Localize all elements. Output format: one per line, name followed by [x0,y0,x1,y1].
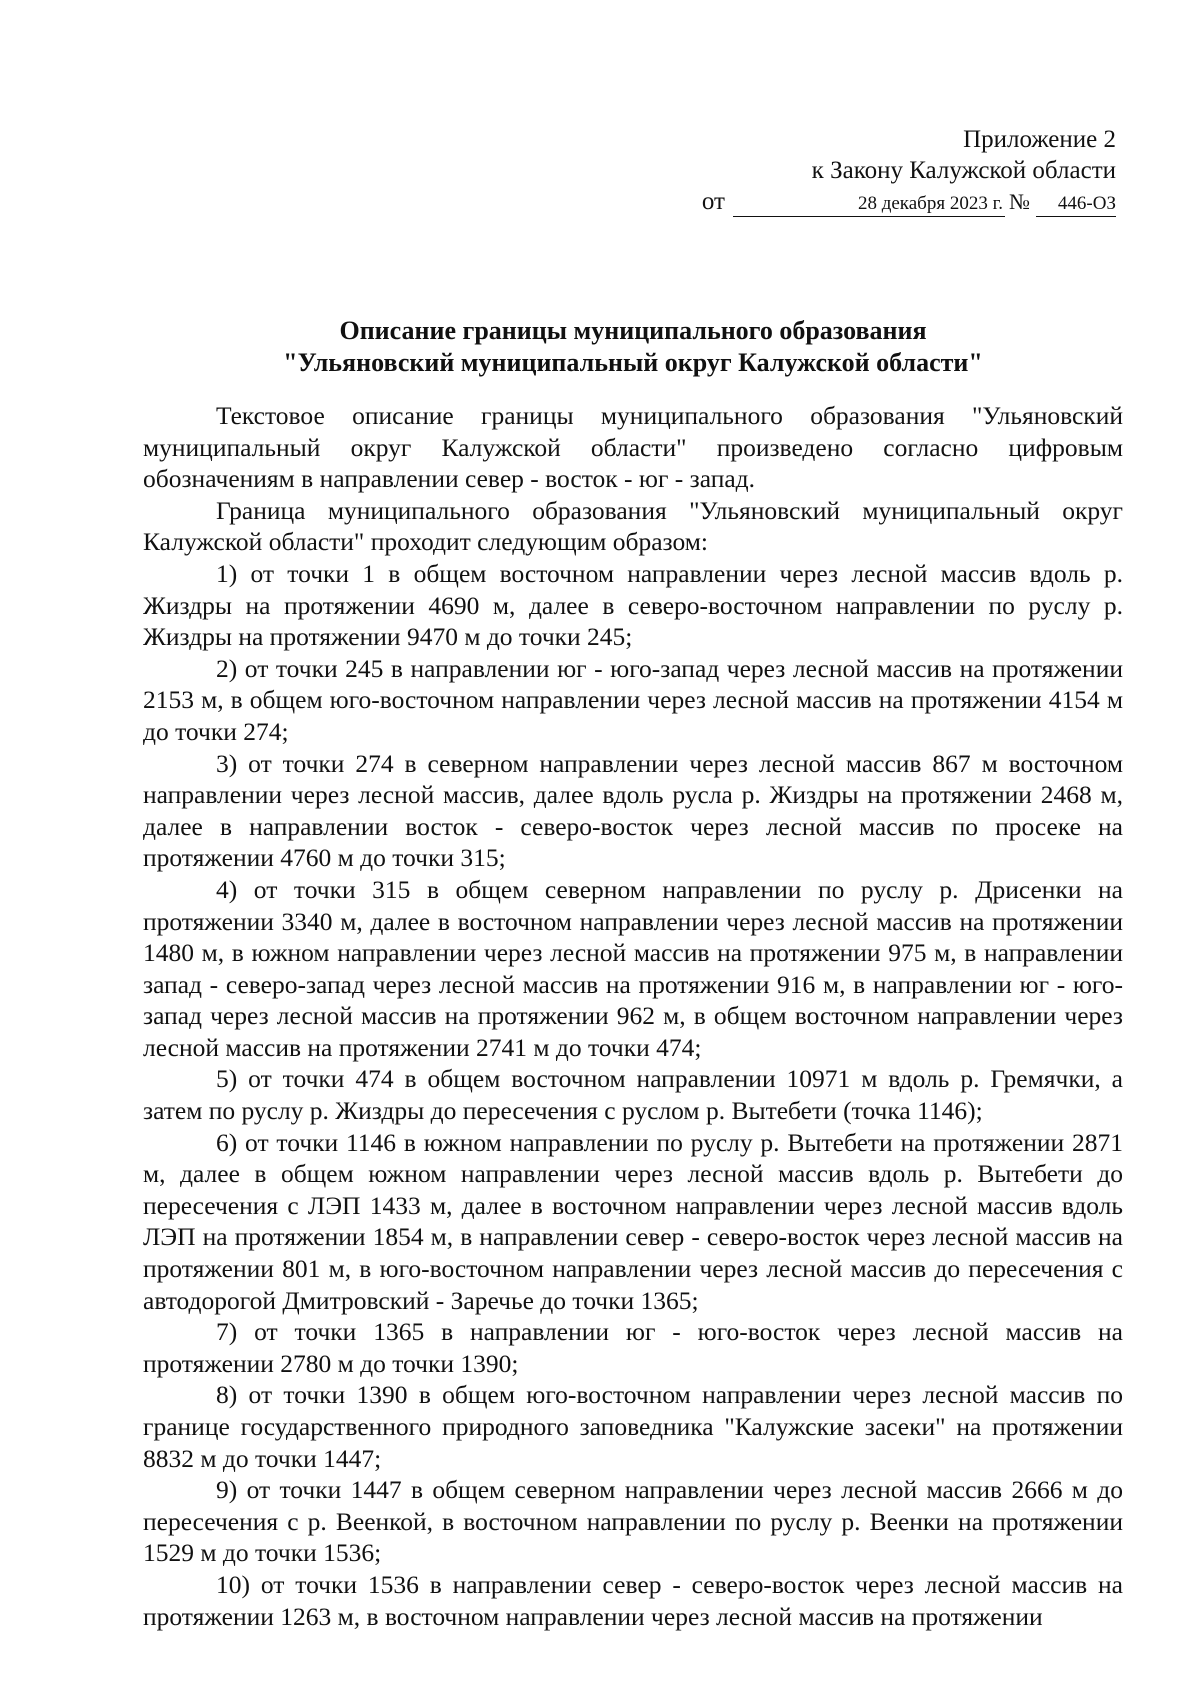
paragraph-item-5: 5) от точки 474 в общем восточном направлении 10971 м вдоль р. Гремячки, а затем по руслу р. Жиздры до пересечения с руслом р. Вытебети (точка 1146); [143,1064,1123,1126]
title-line-2: "Ульяновский муниципальный округ Калужской области" [283,348,983,377]
paragraph-intro: Текстовое описание границы муниципального образования "Ульяновский муниципальный округ Калужской области" произведено согласно цифровым обозначениям в направлении север - восток - юг - запад. [143,401,1123,494]
paragraph-item-7: 7) от точки 1365 в направлении юг - юго-восток через лесной массив на протяжении 2780 м до точки 1390; [143,1317,1123,1378]
law-number: 446-ОЗ [1036,192,1116,217]
paragraph-item-8: 8) от точки 1390 в общем юго-восточном направлении через лесной массив по границе государственного природного заповедника "Калужские засеки" на протяжении 8832 м до точки 1447; [143,1380,1123,1473]
paragraph-item-2: 2) от точки 245 в направлении юг - юго-запад через лесной массив на протяжении 2153 м, в общем юго-восточном направлении через лесной массив на протяжении 4154 м до точки 274; [143,653,1123,746]
paragraph-item-6: 6) от точки 1146 в южном направлении по руслу р. Вытебети на протяжении 2871 м, далее в общем южном направлении через лесной массив вдоль р. Вытебети до пересечения с ЛЭП 1433 м, далее в восточном направлении через лесной массив вдоль ЛЭП на протяжении 1854 м, в направлении север - северо-восток через лесной массив на протяжении 801 м, в юго-восточном направлении через лесной массив до пересечения с автодорогой Дмитровский - Заречье до точки 1365; [143,1127,1123,1315]
paragraph-item-9: 9) от точки 1447 в общем северном направлении через лесной массив 2666 м до пересечения с р. Веенкой, в восточном направлении по руслу р. Веенки на протяжении 1529 м до точки 1536; [143,1475,1123,1568]
paragraph-item-3: 3) от точки 274 в северном направлении через лесной массив 867 м восточном направлении через лесной массив, далее вдоль русла р. Жиздры на протяжении 2468 м, далее в направлении восток - северо-восток через лесной массив по просеке на протяжении 4760 м до точки 315; [143,748,1123,873]
law-date: 28 декабря 2023 г. [733,192,1005,217]
paragraph-item-4: 4) от точки 315 в общем северном направлении по руслу р. Дрисенки на протяжении 3340 м, далее в восточном направлении через лесной массив на протяжении 1480 м, в южном направлении через лесной массив на протяжении 975 м, в направлении запад - северо-запад через лесной массив на протяжении 916 м, в направлении юг - юго-запад через лесной массив на протяжении 962 м, в общем восточном направлении через лесной массив на протяжении 2741 м до точки 474; [143,874,1123,1062]
paragraph-item-10: 10) от точки 1536 в направлении север - северо-восток через лесной массив на протяжении 1263 м, в восточном направлении через лесной массив на протяжении [143,1569,1123,1631]
paragraph-item-1: 1) от точки 1 в общем восточном направлении через лесной массив вдоль р. Жиздры на протяжении 4690 м, далее в северо-восточном направлении по руслу р. Жиздры на протяжении 9470 м до точки 245; [143,558,1123,652]
from-label: от [701,188,725,215]
appendix-label: Приложение 2 [963,126,1116,153]
document-title [143,315,1123,379]
law-reference: к Закону Калужской области [811,157,1116,184]
title-line-1: Описание границы муниципального образования [339,316,927,345]
document-header [702,124,1116,217]
law-date-line [702,186,1116,217]
number-sign: № [1009,189,1030,214]
document-body [143,400,1123,1632]
paragraph-boundary: Граница муниципального образования "Ульяновский муниципальный округ Калужской области" проходит следующим образом: [143,495,1123,557]
